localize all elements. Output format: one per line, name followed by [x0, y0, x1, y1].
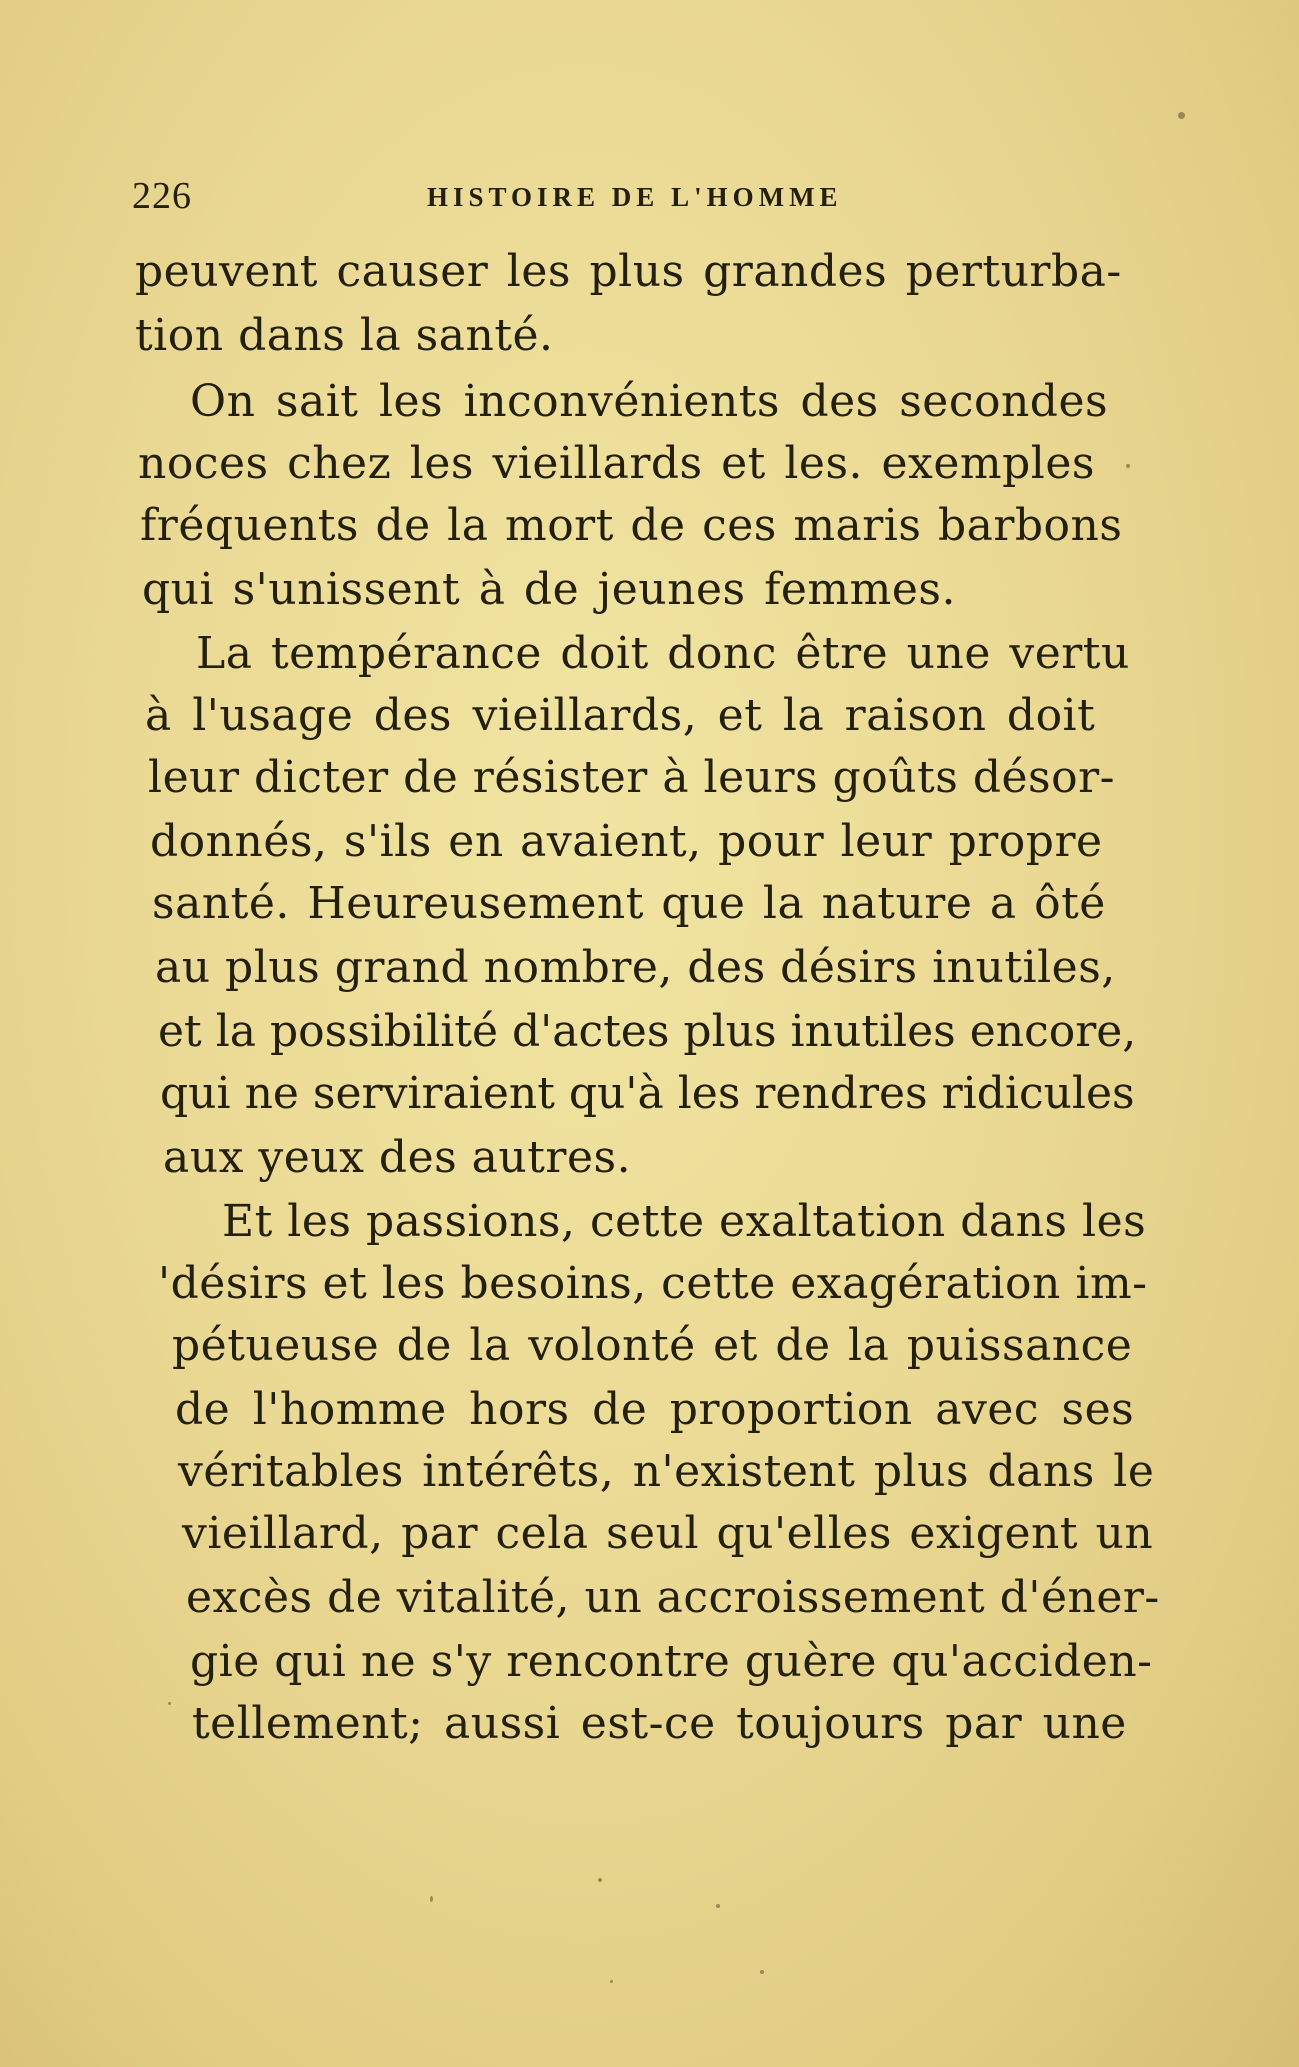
- text-line: tion dans la santé.: [135, 310, 554, 361]
- paper-speck: [168, 1702, 171, 1705]
- page-number: 226: [132, 175, 192, 217]
- text-line: santé. Heureusement que la nature a ôté: [152, 878, 1106, 929]
- text-line: de l'homme hors de proportion avec ses: [175, 1384, 1135, 1435]
- paper-speck: [598, 1878, 602, 1882]
- text-line: donnés, s'ils en avaient, pour leur propre: [150, 816, 1103, 867]
- text-line: à l'usage des vieillards, et la raison doit: [145, 690, 1096, 741]
- paper-speck: [430, 1896, 433, 1902]
- text-line: aux yeux des autres.: [163, 1132, 632, 1183]
- text-line: gie qui ne s'y rencontre guère qu'acciden-: [190, 1636, 1153, 1687]
- text-line: excès de vitalité, un accroissement d'éner-: [186, 1572, 1160, 1623]
- text-line: On sait les inconvénients des secondes: [190, 376, 1109, 427]
- text-line: pétueuse de la volonté et de la puissance: [172, 1320, 1133, 1371]
- text-line: La tempérance doit donc être une vertu: [196, 628, 1130, 679]
- paper-speck: [1178, 112, 1185, 119]
- paper-speck: [716, 1904, 720, 1908]
- text-line: tellement; aussi est-ce toujours par une: [192, 1698, 1127, 1749]
- text-line: 'désirs et les besoins, cette exagération im-: [158, 1258, 1148, 1309]
- text-line: qui ne serviraient qu'à les rendres ridicules: [160, 1068, 1135, 1119]
- text-line: au plus grand nombre, des désirs inutiles,: [155, 942, 1116, 993]
- page-header: [132, 170, 1152, 230]
- text-line: et la possibilité d'actes plus inutiles encore,: [158, 1006, 1137, 1057]
- running-title: HISTOIRE DE L'HOMME: [427, 182, 843, 212]
- paper-speck: [760, 1970, 764, 1974]
- text-line: véritables intérêts, n'existent plus dans le: [178, 1446, 1155, 1497]
- paper-speck: [1126, 464, 1130, 468]
- text-line: Et les passions, cette exaltation dans les: [222, 1196, 1147, 1247]
- text-line: fréquents de la mort de ces maris barbons: [140, 500, 1123, 551]
- text-line: leur dicter de résister à leurs goûts désor-: [148, 752, 1116, 803]
- text-line: vieillard, par cela seul qu'elles exigent un: [182, 1508, 1154, 1559]
- text-line: qui s'unissent à de jeunes femmes.: [142, 564, 956, 615]
- paper-speck: [610, 1980, 613, 1983]
- text-line: noces chez les vieillards et les. exemples: [138, 438, 1095, 489]
- text-line: peuvent causer les plus grandes perturba-: [135, 246, 1122, 297]
